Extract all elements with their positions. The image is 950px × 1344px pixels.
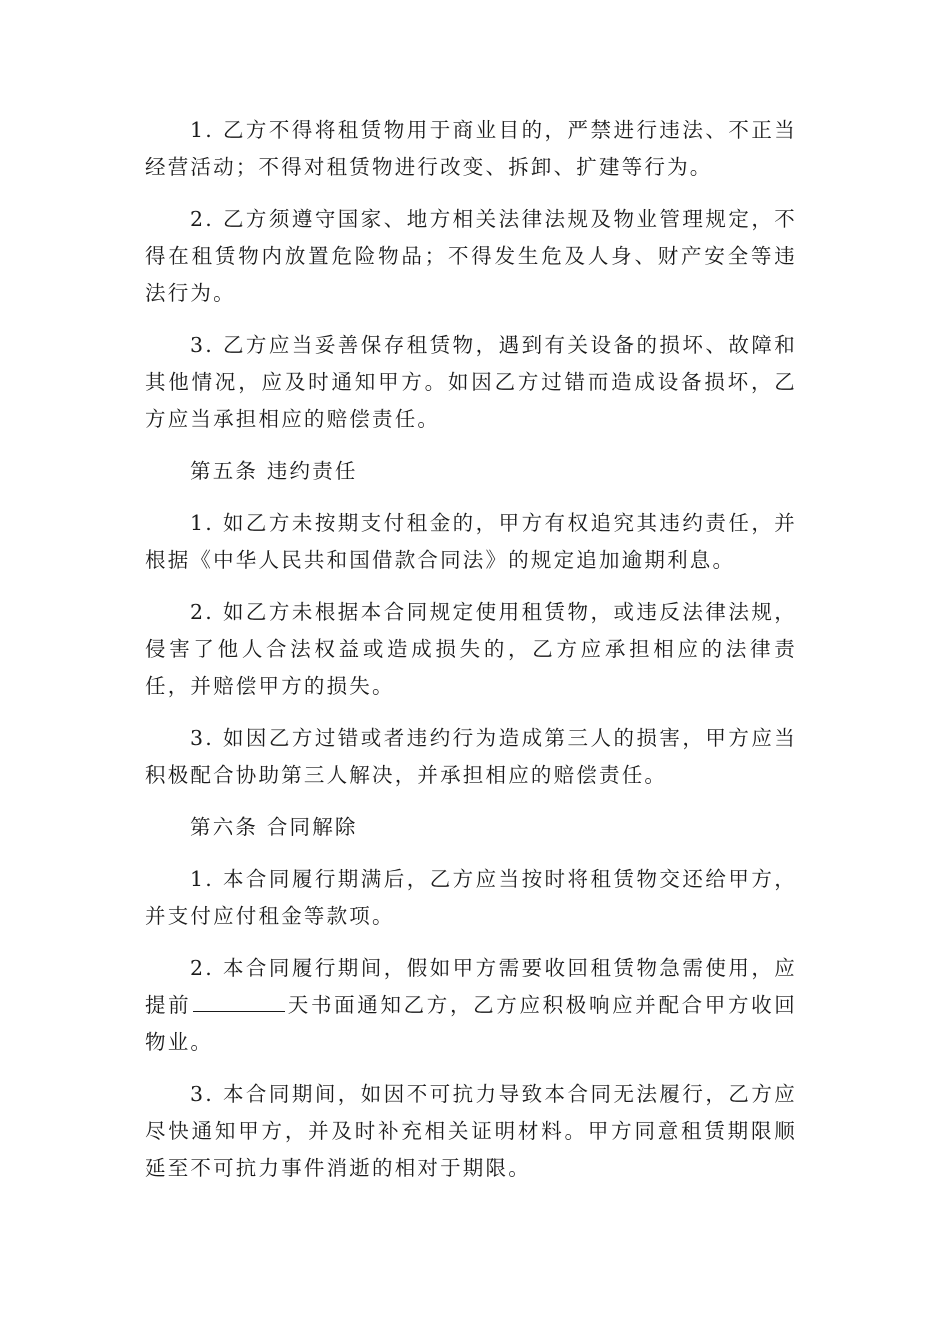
clause-4-item-3: 3. 乙方应当妥善保存租赁物，遇到有关设备的损坏、故障和其他情况，应及时通知甲方。如因乙方过错而造成设备损坏，乙方应当承担相应的赔偿责任。 [145, 333, 797, 431]
notice-days-blank[interactable] [193, 989, 285, 1012]
clause-4-item-2: 2. 乙方须遵守国家、地方相关法律法规及物业管理规定，不得在租赁物内放置危险物品；不得发生危及人身、财产安全等违法行为。 [145, 207, 797, 305]
contract-page [145, 112, 797, 1202]
clause-6-item-1: 1. 本合同履行期满后，乙方应当按时将租赁物交还给甲方，并支付应付租金等款项。 [145, 867, 797, 928]
clause-6-item-3: 3. 本合同期间，如因不可抗力导致本合同无法履行，乙方应尽快通知甲方，并及时补充相关证明材料。甲方同意租赁期限顺延至不可抗力事件消逝的相对于期限。 [145, 1082, 797, 1180]
section-heading-article-5: 第五条 违约责任 [190, 459, 358, 483]
clause-6-item-2-text-after: 天书面通知乙方，乙方应积极响应并配合甲方收回物业。 [145, 993, 797, 1054]
clause-5-item-2: 2. 如乙方未根据本合同规定使用租赁物，或违反法律法规，侵害了他人合法权益或造成损失的，乙方应承担相应的法律责任，并赔偿甲方的损失。 [145, 600, 797, 698]
clause-6-item-2-text-before: 2. 本合同履行期间，假如甲方需要收回租赁物急需使用，应提前 [145, 956, 797, 1017]
section-heading-article-6: 第六条 合同解除 [190, 815, 358, 839]
clause-4-item-1: 1. 乙方不得将租赁物用于商业目的，严禁进行违法、不正当经营活动；不得对租赁物进行改变、拆卸、扩建等行为。 [145, 118, 797, 179]
clause-5-item-1: 1. 如乙方未按期支付租金的，甲方有权追究其违约责任，并根据《中华人民共和国借款合同法》的规定追加逾期利息。 [145, 511, 797, 572]
clause-6-item-2 [145, 950, 797, 1061]
clause-5-item-3: 3. 如因乙方过错或者违约行为造成第三人的损害，甲方应当积极配合协助第三人解决，并承担相应的赔偿责任。 [145, 726, 797, 787]
